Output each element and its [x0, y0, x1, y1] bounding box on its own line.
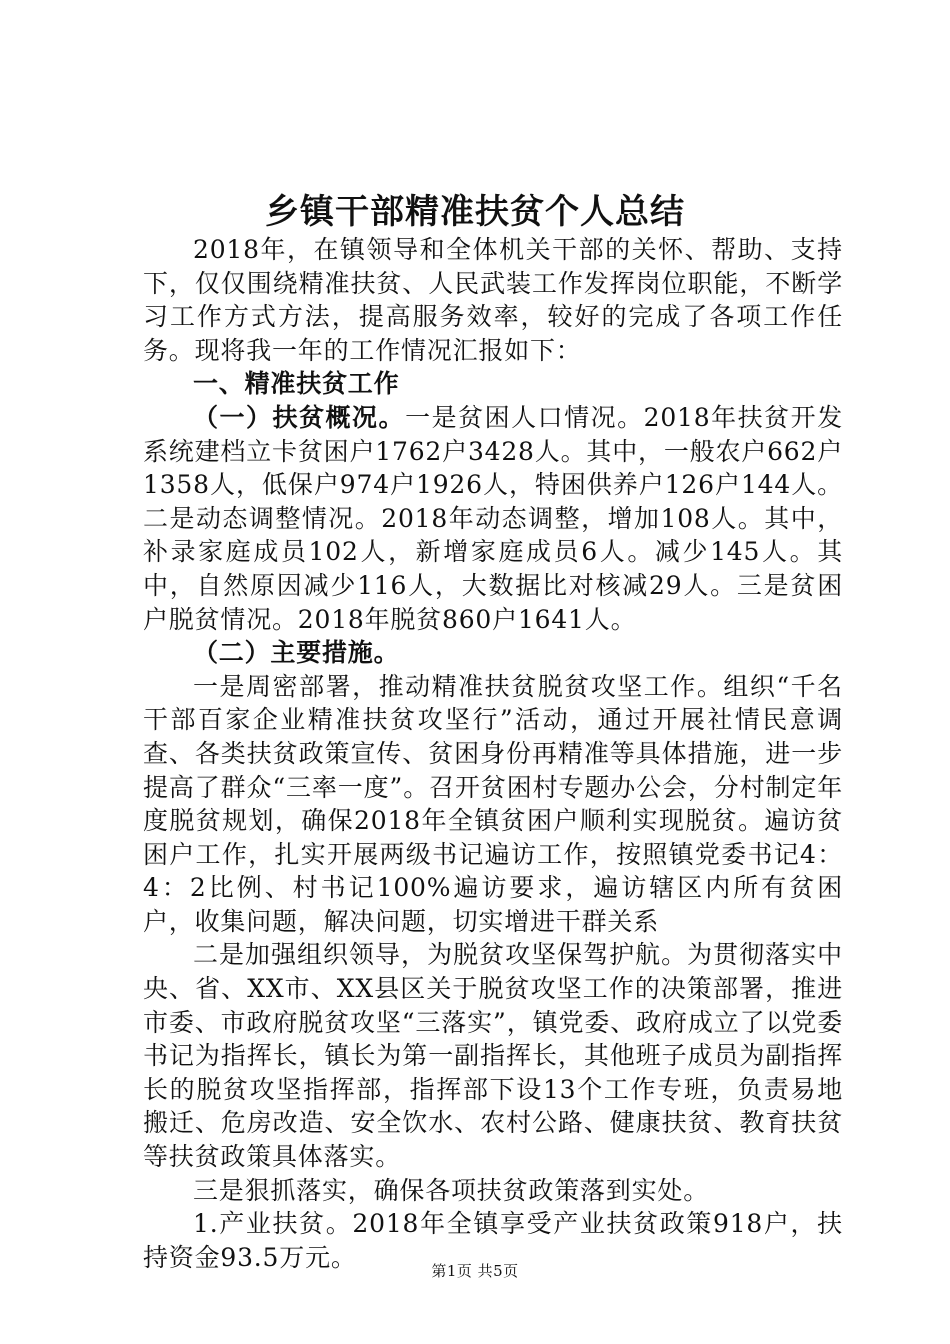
overview-text: 一是贫困人口情况。2018年扶贫开发系统建档立卡贫困户1762户3428人。其中，一般农户662户1358人，低保户974户1926人，特困供养户126户144人。二是动态调整情况。2018年动态调整，增加108人。其中，补录家庭成员102人，新增家庭成员6人。减少145人。其中，自然原因减少116人，大数据比对核减29人。三是贫困户脱贫情况。2018年脱贫860户1641人。 [143, 402, 843, 634]
intro-paragraph: 2018年，在镇领导和全体机关干部的关怀、帮助、支持下，仅仅围绕精准扶贫、人民武装工作发挥岗位职能，不断学习工作方式方法，提高服务效率，较好的完成了各项工作任务。现将我一年的工作情况汇报如下： [143, 235, 843, 365]
document-body [143, 233, 843, 1274]
section-heading-1: 一、精准扶贫工作 [193, 369, 400, 399]
measure-paragraph-3: 三是狠抓落实，确保各项扶贫政策落到实处。 [193, 1175, 710, 1205]
page-footer: 第1页 共5页 [431, 1262, 519, 1280]
overview-lead: （一）扶贫概况。 [193, 402, 406, 432]
overview-paragraph [143, 401, 843, 636]
measure-paragraph-2: 二是加强组织领导，为脱贫攻坚保驾护航。为贯彻落实中央、省、XX市、XX县区关于脱贫攻坚工作的决策部署，推进市委、市政府脱贫攻坚“三落实”，镇党委、政府成立了以党委书记为指挥长，镇长为第一副指挥长，其他班子成员为副指挥长的脱贫攻坚指挥部，指挥部下设13个工作专班，负责易地搬迁、危房改造、安全饮水、农村公路、健康扶贫、教育扶贫等扶贫政策具体落实。 [143, 940, 843, 1172]
measure-paragraph-1: 一是周密部署，推动精准扶贫脱贫攻坚工作。组织“千名干部百家企业精准扶贫攻坚行”活动，通过开展社情民意调查、各类扶贫政策宣传、贫困身份再精准等具体措施，进一步提高了群众“三率一度”。召开贫困村专题办公会，分村制定年度脱贫规划，确保2018年全镇贫困户顺利实现脱贫。遍访贫困户工作，扎实开展两级书记遍访工作，按照镇党委书记4：4：2比例、村书记100%遍访要求，遍访辖区内所有贫困户，收集问题，解决问题，切实增进干群关系 [143, 671, 843, 936]
section-heading-2: （二）主要措施。 [193, 638, 400, 668]
industry-paragraph: 1.产业扶贫。2018年全镇享受产业扶贫政策918户，扶持资金93.5万元。 [143, 1209, 843, 1272]
document-title: 乡镇干部精准扶贫个人总结 [265, 192, 685, 232]
